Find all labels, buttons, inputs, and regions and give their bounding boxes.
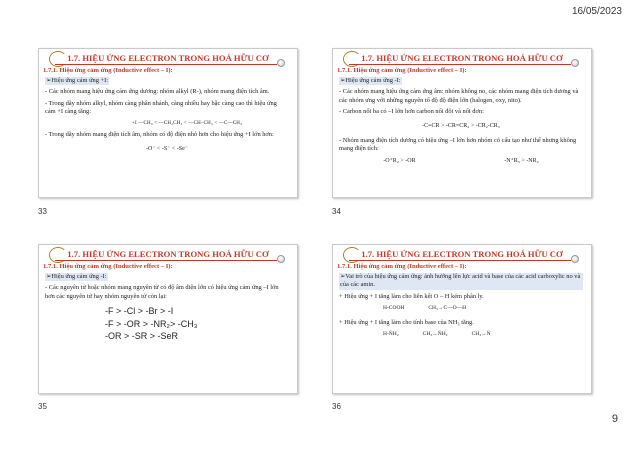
- text-line: - Các nguyên tử hoặc nhóm mang nguyên tử có độ âm điện lớn có hiệu ứng cảm ứng –I lớn hơn các nguyên tử hay nhóm nguyên tử còn lại:: [45, 284, 279, 300]
- text-line: - Carbon nối ba có –I lớn hơn carbon nối đôi và nối đơn:: [339, 108, 484, 116]
- circle-decoration-icon: [277, 255, 285, 263]
- title-divider: [55, 64, 277, 65]
- oxonium-formula: -O⁺R₂ > -OR: [383, 157, 416, 164]
- bullet-heading: ➢Hiệu ứng cảm ứng -I:: [46, 273, 107, 280]
- slide-35: [38, 244, 298, 394]
- bullet-heading: ➢Hiệu ứng cảm ứng -I:: [340, 77, 401, 84]
- slide-number: 34: [332, 207, 341, 216]
- slide-number: 33: [38, 207, 47, 216]
- circle-decoration-icon: [571, 255, 579, 263]
- bullet-heading: ➢Vai trò của hiệu ứng cảm ứng: ảnh hưởng lên lực acid và base của các acid carboxylic no và của các amin.: [339, 273, 583, 290]
- chalcogen-series: -OR > -SR > -SeR: [105, 330, 179, 341]
- slide-subtitle: 1.7.1. Hiệu ứng cảm ứng (Inductive effect – I):: [43, 263, 173, 270]
- acetic-acid-formula: CH₃→C—O—H: [428, 305, 467, 312]
- text-line: - Trong dãy nhóm mang điện tích âm, nhóm có độ điện nhỏ hơn cho hiệu ứng +I lớn hơn:: [45, 131, 274, 139]
- halogen-series: -F > -Cl > -Br > -I: [105, 306, 174, 317]
- slide-title: 1.7. HIỆU ỨNG ELECTRON TRONG HOÁ HỮU CƠ: [361, 249, 563, 259]
- acid-structures: [383, 305, 583, 312]
- text-line: + Hiệu ứng + I tăng làm cho tính base của NH₃ tăng.: [339, 318, 474, 326]
- slide-title: 1.7. HIỆU ỨNG ELECTRON TRONG HOÁ HỮU CƠ: [67, 249, 269, 259]
- amine-structures: [383, 331, 583, 338]
- slide-title: 1.7. HIỆU ỨNG ELECTRON TRONG HOÁ HỮU CƠ: [67, 53, 269, 63]
- circle-decoration-icon: [277, 59, 285, 67]
- slide-title: 1.7. HIỆU ỨNG ELECTRON TRONG HOÁ HỮU CƠ: [361, 53, 563, 63]
- trimethylamine-formula: CH₃→N̈: [471, 331, 491, 338]
- slide-body: [45, 77, 289, 160]
- slide-subtitle: 1.7.1. Hiệu ứng cảm ứng (Inductive effect – I):: [337, 67, 467, 74]
- slide-body: [339, 77, 583, 166]
- title-divider: [349, 260, 571, 261]
- title-divider: [349, 64, 571, 65]
- slide-34: [332, 48, 592, 198]
- slide-body: [45, 273, 289, 342]
- circle-decoration-icon: [571, 59, 579, 67]
- slide-body: [339, 273, 583, 338]
- group-series: -F > -OR > -NR₂> -CH₃: [105, 318, 198, 329]
- methylamine-formula: CH₃→N̈H₂: [422, 331, 448, 338]
- page-number: 9: [611, 413, 618, 425]
- slide-number: 35: [38, 402, 47, 411]
- ammonia-formula: H-N̈H₂: [383, 331, 399, 338]
- electronegativity-series: [105, 305, 289, 341]
- alkyl-series-formula: +I —CH₃ < —CH₂CH₃ < —CH–CH₃ < —C—CH₃: [131, 120, 243, 126]
- text-line: + Hiệu ứng + I tăng làm cho liên kết O – H kém phân ly.: [339, 292, 484, 300]
- text-line: - Nhóm mang điện tích dương có hiệu ứng –I lớn hơn nhóm có cấu tạo như thế nhưng không mang điện tích:: [339, 136, 577, 153]
- print-date: 16/05/2023: [571, 6, 622, 17]
- formic-acid-formula: H-COOH: [383, 305, 405, 312]
- text-line: - Các nhóm mang hiệu ứng cảm ứng dương: nhóm alkyl (R-), nhóm mang điện tích âm.: [45, 88, 270, 96]
- slide-33: [38, 48, 298, 198]
- ammonium-formula: -N⁺R₃ > -NR₂: [504, 157, 539, 164]
- slide-subtitle: 1.7.1. Hiệu ứng cảm ứng (Inductive effect – I):: [43, 67, 173, 74]
- slide-36: [332, 244, 592, 394]
- anion-series-formula: -O⁻ < -S⁻ < -Se⁻: [146, 145, 188, 152]
- text-line: - Các nhóm mang hiệu ứng cảm ứng âm: nhóm không no, các nhóm mang điện tích dương và các nhóm ưng với những nguyên tố độ độ điện lớn (halogen, oxy, nito).: [339, 88, 579, 104]
- title-divider: [55, 260, 277, 261]
- text-line: - Trong dãy nhóm alkyl, nhóm càng phân nhánh, càng nhiều hay bậc càng cao thì hiệu ứng cảm +I càng tăng:: [45, 99, 277, 116]
- charged-group-formulas: [339, 158, 583, 166]
- bullet-heading: ➢Hiệu ứng cảm ứng +I:: [46, 77, 109, 84]
- carbon-bond-series-formula: -C≡CR > -CR=CR₂ > -CR₂-CR₃: [422, 122, 500, 129]
- slide-subtitle: 1.7.1. Hiệu ứng cảm ứng (Inductive effect – I):: [337, 263, 467, 270]
- slide-number: 36: [332, 402, 341, 411]
